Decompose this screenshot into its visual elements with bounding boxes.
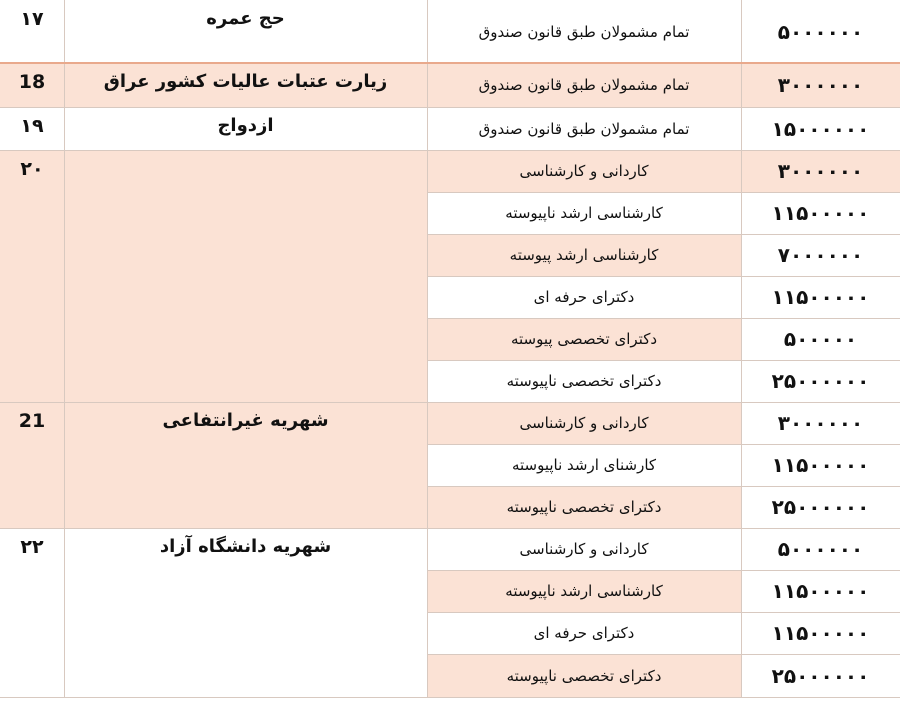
eligibility-description: کارشناسی ارشد ناپیوسته <box>427 570 741 612</box>
row-divider <box>427 402 900 403</box>
column-divider <box>64 0 65 697</box>
amount-value: ۲۵۰۰۰۰۰۰ <box>741 360 900 402</box>
table-bottom-rule <box>0 697 900 698</box>
eligibility-description: دکترای تخصصی ناپیوسته <box>427 360 741 402</box>
eligibility-description: تمام مشمولان طبق قانون صندوق <box>427 107 741 150</box>
category-title: شهریه دانشگاه آزاد <box>64 528 427 697</box>
row-divider <box>427 234 900 235</box>
row-divider <box>427 318 900 319</box>
amount-value: ۲۵۰۰۰۰۰۰ <box>741 486 900 528</box>
amount-value: ۳۰۰۰۰۰۰ <box>741 402 900 444</box>
row-number: 21 <box>0 402 64 528</box>
row-divider <box>427 486 900 487</box>
amount-value: ۱۱۵۰۰۰۰۰ <box>741 276 900 318</box>
category-title: حج عمره <box>64 0 427 63</box>
amount-value: ۷۰۰۰۰۰۰ <box>741 234 900 276</box>
group-divider-accent <box>0 62 900 64</box>
eligibility-description: تمام مشمولان طبق قانون صندوق <box>427 0 741 63</box>
group-divider <box>0 528 427 529</box>
eligibility-description: دکترای حرفه ای <box>427 612 741 654</box>
amount-value: ۳۰۰۰۰۰۰ <box>741 63 900 107</box>
category-title <box>64 150 427 402</box>
category-title: زیارت عتبات عالیات کشور عراق <box>64 63 427 107</box>
amount-value: ۱۱۵۰۰۰۰۰ <box>741 570 900 612</box>
row-divider <box>427 150 900 151</box>
row-divider <box>427 276 900 277</box>
amount-value: ۱۵۰۰۰۰۰۰ <box>741 107 900 150</box>
group-divider <box>0 150 427 151</box>
amount-value: ۵۰۰۰۰۰ <box>741 318 900 360</box>
group-divider <box>0 402 427 403</box>
eligibility-description: دکترای تخصصی پیوسته <box>427 318 741 360</box>
row-number: 18 <box>0 63 64 107</box>
category-title: شهریه غیرانتفاعی <box>64 402 427 528</box>
row-number: ۲۲ <box>0 528 64 697</box>
eligibility-description: کارشناسی ارشد پیوسته <box>427 234 741 276</box>
amount-value: ۱۱۵۰۰۰۰۰ <box>741 612 900 654</box>
eligibility-description: کارشناسی ارشد ناپیوسته <box>427 192 741 234</box>
row-number: ۲۰ <box>0 150 64 402</box>
eligibility-description: کارشنای ارشد ناپیوسته <box>427 444 741 486</box>
row-divider <box>427 444 900 445</box>
category-title: ازدواج <box>64 107 427 150</box>
amount-value: ۳۰۰۰۰۰۰ <box>741 150 900 192</box>
row-divider <box>427 360 900 361</box>
eligibility-description: تمام مشمولان طبق قانون صندوق <box>427 63 741 107</box>
row-divider <box>427 528 900 529</box>
amount-value: ۱۱۵۰۰۰۰۰ <box>741 444 900 486</box>
row-divider <box>427 192 900 193</box>
row-number: ۱۹ <box>0 107 64 150</box>
column-divider <box>741 0 742 697</box>
amount-value: ۲۵۰۰۰۰۰۰ <box>741 654 900 697</box>
eligibility-description: کاردانی و کارشناسی <box>427 528 741 570</box>
amount-value: ۱۱۵۰۰۰۰۰ <box>741 192 900 234</box>
eligibility-description: کاردانی و کارشناسی <box>427 402 741 444</box>
eligibility-description: کاردانی و کارشناسی <box>427 150 741 192</box>
group-divider <box>0 107 427 108</box>
amount-value: ۵۰۰۰۰۰۰ <box>741 0 900 63</box>
row-divider <box>427 612 900 613</box>
row-divider <box>427 654 900 655</box>
eligibility-description: دکترای تخصصی ناپیوسته <box>427 654 741 697</box>
row-number: ۱۷ <box>0 0 64 63</box>
column-divider <box>427 0 428 697</box>
eligibility-description: دکترای تخصصی ناپیوسته <box>427 486 741 528</box>
eligibility-description: دکترای حرفه ای <box>427 276 741 318</box>
row-divider <box>427 107 900 108</box>
row-divider <box>427 570 900 571</box>
amount-value: ۵۰۰۰۰۰۰ <box>741 528 900 570</box>
